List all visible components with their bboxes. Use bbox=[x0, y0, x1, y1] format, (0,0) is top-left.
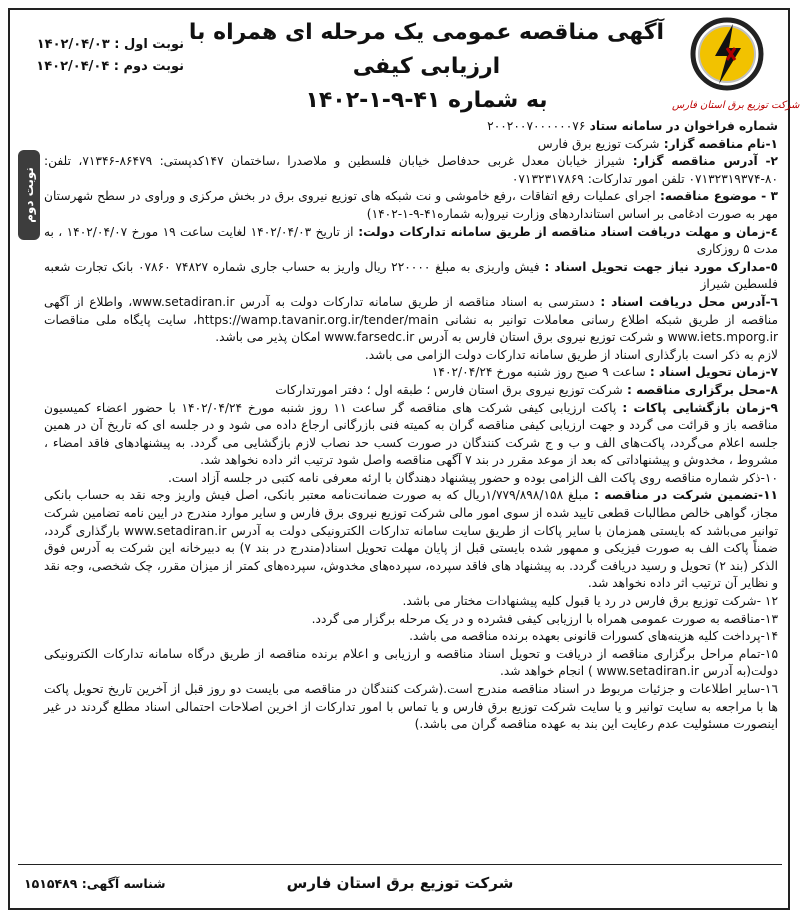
first-run-date: نوبت اول : ۱۴۰۲/۰۴/۰۳ bbox=[36, 37, 184, 52]
ad-item-text: از تاریخ ۱۴۰۲/۰۴/۰۳ لغایت ساعت ۱۹ مورخ ۱۴۰۲/۰۴/۰۷ ، به مدت ۵ روزکاری bbox=[44, 224, 778, 257]
ad-item-label: ٤-زمان و مهلت دریافت اسناد مناقصه از طریق سامانه تدارکات دولت: bbox=[353, 224, 779, 239]
ad-item-text: ۱۴-پرداخت کلیه هزینه‌های کسورات قانونی بعهده برنده مناقصه می باشد. bbox=[409, 629, 778, 644]
logo-caption: شرکت توزیع برق استان فارس bbox=[672, 100, 800, 111]
ad-item-text: اجرای عملیات رفع اتفاقات ،رفع خاموشی و نت شبکه های توزیع نیروی برق در بخش مرکزی و وراوی در سطح شهرستان مهر به صورت ادغامی بر اساس استانداردهای وزارت نیرو(به شماره۴۱-۹-۱-۱۴۰۲) bbox=[44, 189, 778, 221]
ad-item-label: ۷-زمان تحویل اسناد : bbox=[645, 365, 778, 380]
ad-item bbox=[44, 382, 778, 400]
ad-item bbox=[44, 118, 778, 136]
run-dates bbox=[24, 34, 184, 78]
ad-item bbox=[44, 681, 778, 734]
lightning-bolt-icon bbox=[687, 14, 767, 94]
ad-item bbox=[44, 347, 778, 365]
ad-header bbox=[10, 10, 800, 118]
footer-company: شرکت توزیع برق استان فارس bbox=[286, 874, 514, 892]
ad-item-text: ۱۳-مناقصه به صورت عمومی همراه با ارزیابی کیفی فشرده و در یک مرحله برگزار می گردد. bbox=[311, 611, 778, 626]
ad-item bbox=[44, 593, 778, 611]
ad-item bbox=[44, 470, 778, 488]
title-line-1: آگهی مناقصه عمومی یک مرحله ای همراه با ارزیابی کیفی bbox=[188, 20, 665, 79]
ad-item bbox=[44, 400, 778, 470]
ad-item bbox=[44, 364, 778, 382]
side-label-badge bbox=[18, 150, 40, 240]
ad-item-text: پاکت ارزیابی کیفی شرکت های مناقصه گر ساعت ۱۱ روز شنبه مورخ ۱۴۰۲/۰۴/۲۴ با حضور اعضاء کمیسیون مناقصه باز و قرائت می گردد و جهت ارزیابی کیفی مناقصه گران به کمیته فنی بازرگانی ارجاع داده می شود و در جلسه ای که تاریخ آن در همین جلسه اعلام می‌گردد، پاکت‌های الف و ب و ج شرکت کنندگان در صورت کسب حد نصاب لازم بازگشایی می گردد. به پیشنهادهای فاقد امضاء ، مشروط ، مخدوش و پیشنهاداتی که بعد از موعد مقرر در بند ۷ آگهی مناقصه واصل شود ترتیب اثر داده نخواهد شد. bbox=[44, 400, 778, 468]
side-label: نوبت دوم bbox=[22, 167, 36, 223]
ad-item bbox=[44, 646, 778, 681]
ad-item bbox=[44, 294, 778, 347]
ad-item bbox=[44, 259, 778, 294]
ad-item-label: ٥-مدارک مورد نیاز جهت تحویل اسناد : bbox=[539, 259, 778, 274]
ad-item-text: شرکت توزیع برق فارس bbox=[537, 136, 660, 151]
ad-item-text: ۱۵-تمام مراحل برگزاری مناقصه از دریافت و تحویل اسناد مناقصه و ارزیابی و اعلام برنده مناقصه از طریق درگاه سامانه تدارکات الکترونیکی دولت(به آدرس www.setadiran.ir ) انجام خواهد شد. bbox=[44, 646, 778, 679]
ad-item bbox=[44, 487, 778, 593]
ad-item bbox=[44, 224, 778, 259]
ad-item-text: فیش واریزی به مبلغ ۲۲۰۰۰۰ ریال واریز به حساب جاری شماره ۷۴۸۲۷ ۰۷۸۶۰ بانک تجارت شعبه فلسطین شیراز bbox=[44, 259, 778, 292]
ad-item-text: لازم به ذکر است بارگذاری اسناد از طریق سامانه تدارکات دولت الزامی می باشد. bbox=[364, 347, 778, 362]
ad-footer bbox=[18, 872, 782, 902]
ad-body bbox=[44, 118, 778, 734]
ad-item bbox=[44, 628, 778, 646]
ad-item-text: ۱۲ -شرکت توزیع برق فارس در رد یا قبول کلیه پیشنهادات مختار می باشد. bbox=[402, 594, 778, 609]
ad-code: شناسه آگهی: ۱۵۱۵۴۸۹ bbox=[24, 876, 166, 891]
ad-item-label: ۹-زمان بازگشایی پاکات : bbox=[616, 400, 778, 415]
ad-item bbox=[44, 188, 778, 223]
ad-item-text: شرکت توزیع نیروی برق استان فارس ؛ طبقه اول ؛ دفتر امورتدارکات bbox=[275, 382, 623, 397]
ad-item-label: شماره فراخوان در سامانه ستاد bbox=[585, 119, 778, 133]
ad-item-label: ۱۱-تضمین شرکت در مناقصه : bbox=[588, 488, 778, 503]
company-logo bbox=[672, 14, 800, 114]
ad-item-label: ۸-محل برگزاری مناقصه : bbox=[622, 382, 778, 397]
ad-title bbox=[185, 16, 668, 118]
second-run-date: نوبت دوم : ۱۴۰۲/۰۴/۰۴ bbox=[36, 59, 184, 74]
ad-item-label: ۳ - موضوع مناقصه: bbox=[655, 189, 778, 204]
ad-item-text: شیراز خیابان معدل غربی حدفاصل خیابان فلسطین و ملاصدرا ،ساختمان ۱۴۷کدپستی: ۸۶۴۷۹-۷۱۳۴۶، تلفن: ۸۰-۰۷۱۳۲۳۱۹۳۷۴ تلفن امور تدارکات: ۰۷۱۳۲۳۱۷۸۶۹ bbox=[44, 154, 778, 186]
ad-item bbox=[44, 611, 778, 629]
ad-item bbox=[44, 153, 778, 188]
ad-item-text: مبلغ ۱/۷۷۹/۸۹۸/۱۵۸ریال که به صورت ضمانت‌نامه معتبر بانکی، اصل فیش واریز وجه نقد به حساب بانکی مجاز، گواهی خالص مطالبات قطعی تایید شده از سوی امور مالی شرکت توزیع نیروی برق فارس و سایر موارد مندرج در ایین نامه تضامین شرکت توانیر می‌باشد که بایستی همزمان با سایر پاکات از طریق سایت سامانه تدارکات الکترونیکی دولت به آدرس www.setadiran.ir بارگذاری گردد، ضمناً پاکت الف به صورت فیزیکی و ممهور شده بایستی قبل از پایان مهلت تحویل اسناد(مندرج در بند ۷) به دبیرخانه این شرکت به آدرس فوق الذکر (بند ۲) تحویل و رسید دریافت گردد. به پیشنهاد های فاقد سپرده، سپرده‌های مخدوش، سپرده‌های کمتر از میزان مقرر، چک شخصی، وجه نقد و نظایر آن ترتیب اثر داده نخواهد شد. bbox=[44, 488, 779, 591]
ad-item bbox=[44, 136, 778, 154]
ad-item-text: ۲۰۰۲۰۰۷۰۰۰۰۰۰۷۶ bbox=[487, 119, 586, 133]
ad-item-text: ۱۰-ذکر شماره مناقصه روی پاکت الف الزامی بوده و حضور پیشنهاد دهندگان با ارئه معرفی نامه کتبی در جلسه آزاد است. bbox=[168, 470, 778, 485]
ad-item-text: ۱٦-سایر اطلاعات و جزئیات مربوط در اسناد مناقصه مندرج است.(شرکت کنندگان در مناقصه می بایست دو روز قبل از آخرین تاریخ تحویل پاکت ها با مراجعه به سایت توانیر و یا سایت شرکت توزیع برق فارس و یا تماس با امور تدارکات از اخرین اصلاحات احتمالی اسناد مطلع گردند در غیر اینصورت مسئولیت عدم رعایت این بند به عهده مناقصه گران می باشد.) bbox=[44, 682, 778, 732]
footer-divider bbox=[18, 864, 782, 865]
ad-item-label: ٦-آدرس محل دریافت اسناد : bbox=[594, 294, 778, 309]
ad-item-text: دسترسی به اسناد مناقصه از طریق سامانه تدارکات دولت به آدرس www.setadiran.ir، واطلاع از آگهی مناقصه از طریق شبکه اطلاع رسانی معاملات توانیر به نشانی https://wamp.tavanir.org.ir/tender/main، سایت پایگاه ملی مناقصات www.iets.mporg.ir و شرکت توزیع نیروی برق استان فارس به آدرس www.farsedc.ir امکان پذیر می باشد. bbox=[44, 294, 778, 345]
ad-item-label: ۲- آدرس مناقصه گزار: bbox=[624, 154, 778, 169]
ad-item-text: ساعت ۹ صبح روز شنبه مورخ ۱۴۰۲/۰۴/۲۴ bbox=[431, 365, 646, 380]
ad-item-label: ۱-نام مناقصه گزار: bbox=[659, 136, 778, 151]
title-line-2: به شماره ۴۱-۹-۱-۱۴۰۲ bbox=[305, 88, 548, 113]
